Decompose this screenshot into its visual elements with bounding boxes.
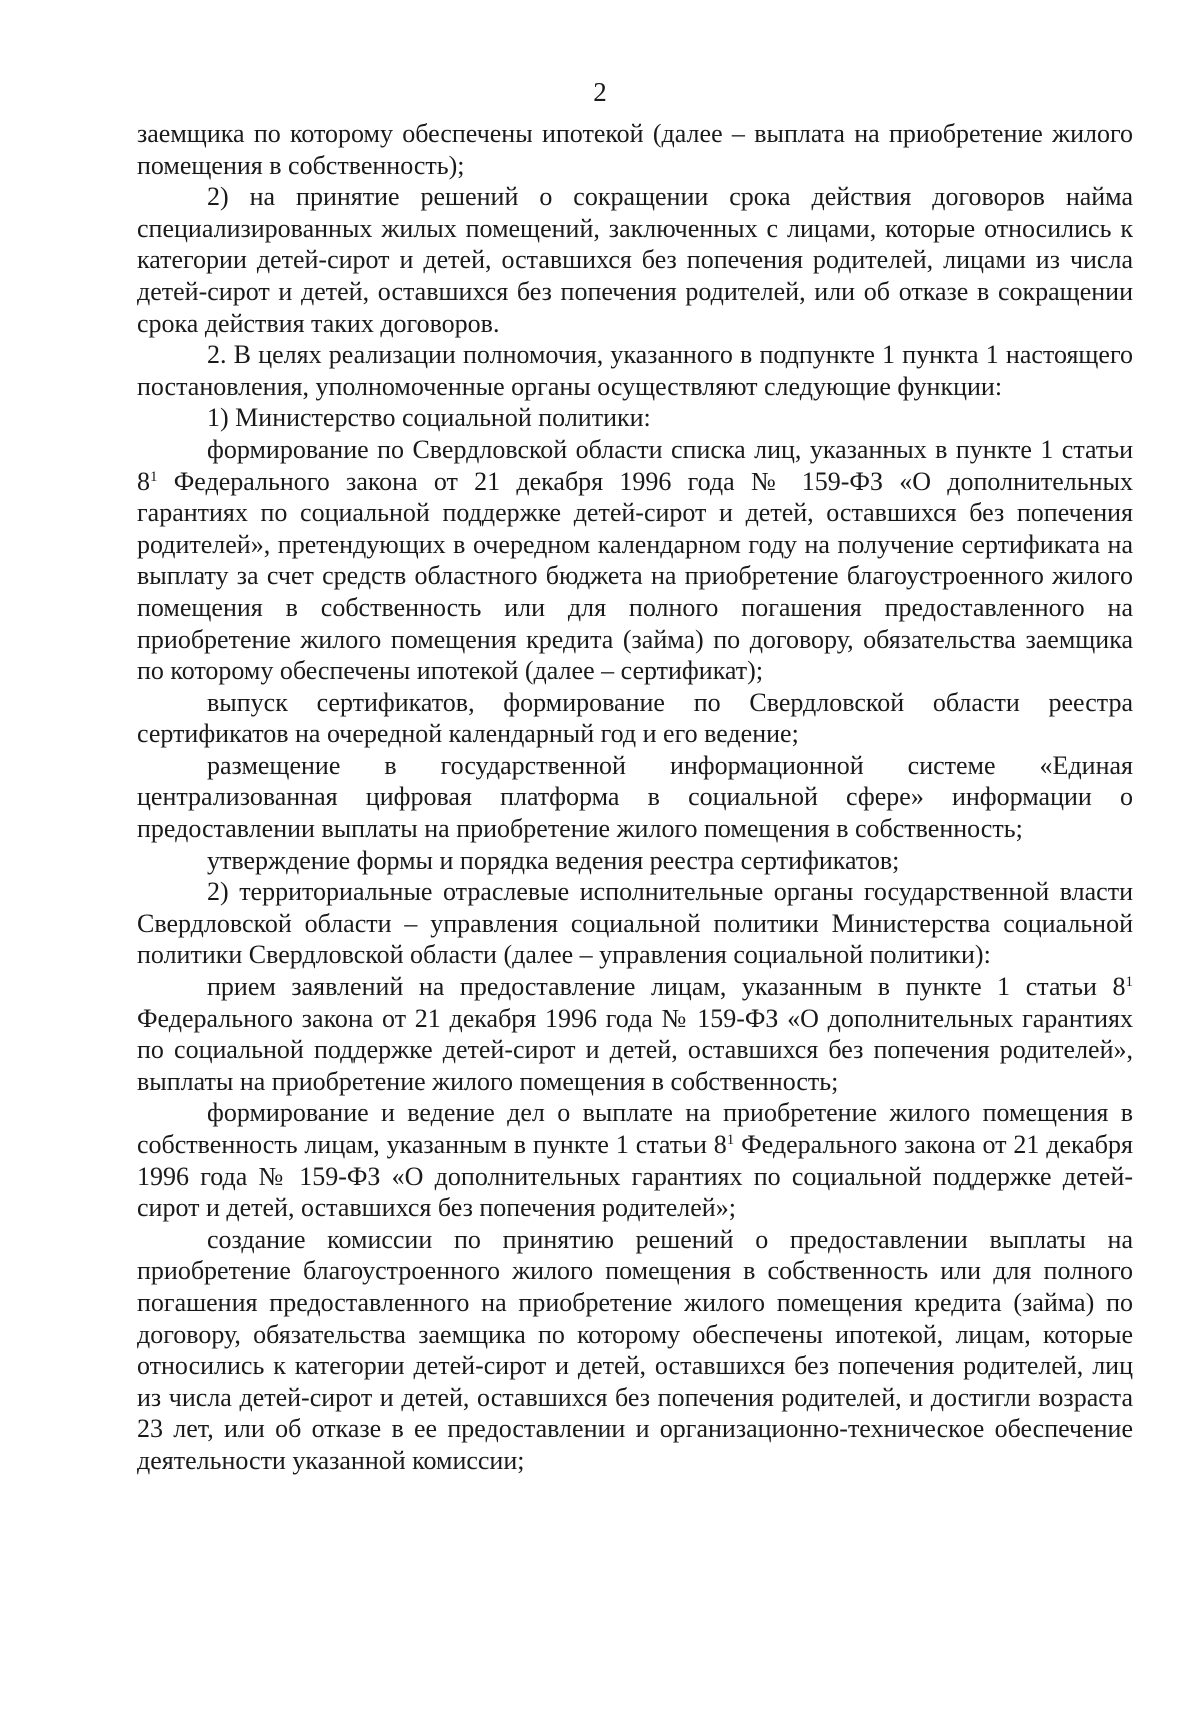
paragraph-text: Федерального закона от 21 декабря 1996 года № 159-ФЗ «О дополнительных гарантиях по социальной поддержке детей-сирот и детей, оставшихся без попечения родителей»; [137,1130,1133,1223]
paragraph-text: утверждение формы и порядка ведения реестра сертификатов; [207,845,900,875]
paragraph-text: выпуск сертификатов, формирование по Свердловской области реестра сертификатов на очередной календарный год и его ведение; [137,687,1133,749]
paragraph [137,434,1133,687]
paragraph [137,402,1133,434]
paragraph-text: 2) на принятие решений о сокращении срока действия договоров найма специализированных жилых помещений, заключенных с лицами, которые относились к категории детей-сирот и детей, оставшихся без попечения родителей, лицами из числа детей-сирот и детей, оставшихся без попечения родителей, или об отказе в сокращении срока действия таких договоров. [137,182,1133,338]
paragraph-text: Федерального закона от 21 декабря 1996 года № 159-ФЗ «О дополнительных гарантиях по социальной поддержке детей-сирот и детей, оставшихся без попечения родителей», выплаты на приобретение жилого помещения в собственность; [137,1003,1133,1096]
paragraph-text: 2. В целях реализации полномочия, указанного в подпункте 1 пункта 1 настоящего постановления, уполномоченные органы осуществляют следующие функции: [137,340,1133,401]
superscript: 1 [150,468,158,485]
paragraph [137,339,1133,402]
paragraph-text: формирование и ведение дел о выплате на приобретение жилого помещения в собственность лицам, указанным в пункте 1 статьи 8 [137,1098,1133,1159]
paragraph [137,1097,1133,1223]
paragraph [137,118,1133,181]
paragraph-text: формирование по Свердловской области списка лиц, указанных в пункте 1 статьи 8 [137,434,1133,496]
paragraph-text: размещение в государственной информационной системе «Единая централизованная цифровая платформа в социальной сфере» информации о предоставлении выплаты на приобретение жилого помещения в собственность; [137,750,1133,844]
page-number: 2 [593,77,607,107]
paragraph [137,845,1133,877]
paragraph [137,1224,1133,1477]
paragraph-text: заемщика по которому обеспечены ипотекой (далее – выплата на приобретение жилого помещения в собственность); [137,119,1133,180]
paragraph [137,876,1133,971]
paragraph [137,687,1133,750]
superscript: 1 [726,1132,735,1148]
paragraph-text: 2) территориальные отраслевые исполнительные органы государственной власти Свердловской области – управления социальной политики Министерства социальной политики Свердловской области (далее – управления социальной политики): [137,877,1133,970]
document-body [137,118,1133,1477]
paragraph [137,971,1133,1097]
paragraph [137,750,1133,845]
paragraph [137,181,1133,339]
paragraph-text: создание комиссии по принятию решений о предоставлении выплаты на приобретение благоустроенного жилого помещения в собственность или для полного погашения предоставленного на приобретение жилого помещения кредита (займа) по договору, обязательства заемщика по которому обеспечены ипотекой, лицам, которые относились к категории детей-сирот и детей, оставшихся без попечения родителей, лиц из числа детей-сирот и детей, оставшихся без попечения родителей, и достигли возраста 23 лет, или об отказе в ее предоставлении и организационно-техническое обеспечение деятельности указанной комиссии; [137,1224,1133,1475]
paragraph-text: Федерального закона от 21 декабря 1996 года № 159-ФЗ «О дополнительных гарантиях по социальной поддержке детей-сирот и детей, оставшихся без попечения родителей», претендующих в очередном календарном году на получение сертификата на выплату за счет средств областного бюджета на приобретение благоустроенного жилого помещения в собственность или для полного погашения предоставленного на приобретение жилого помещения кредита (займа) по договору, обязательства заемщика по которому обеспечены ипотекой (далее – сертификат); [137,466,1133,686]
superscript: 1 [1125,974,1133,991]
paragraph-text: прием заявлений на предоставление лицам, указанным в пункте 1 статьи 8 [207,972,1126,1002]
paragraph-text: 1) Министерство социальной политики: [207,403,651,433]
